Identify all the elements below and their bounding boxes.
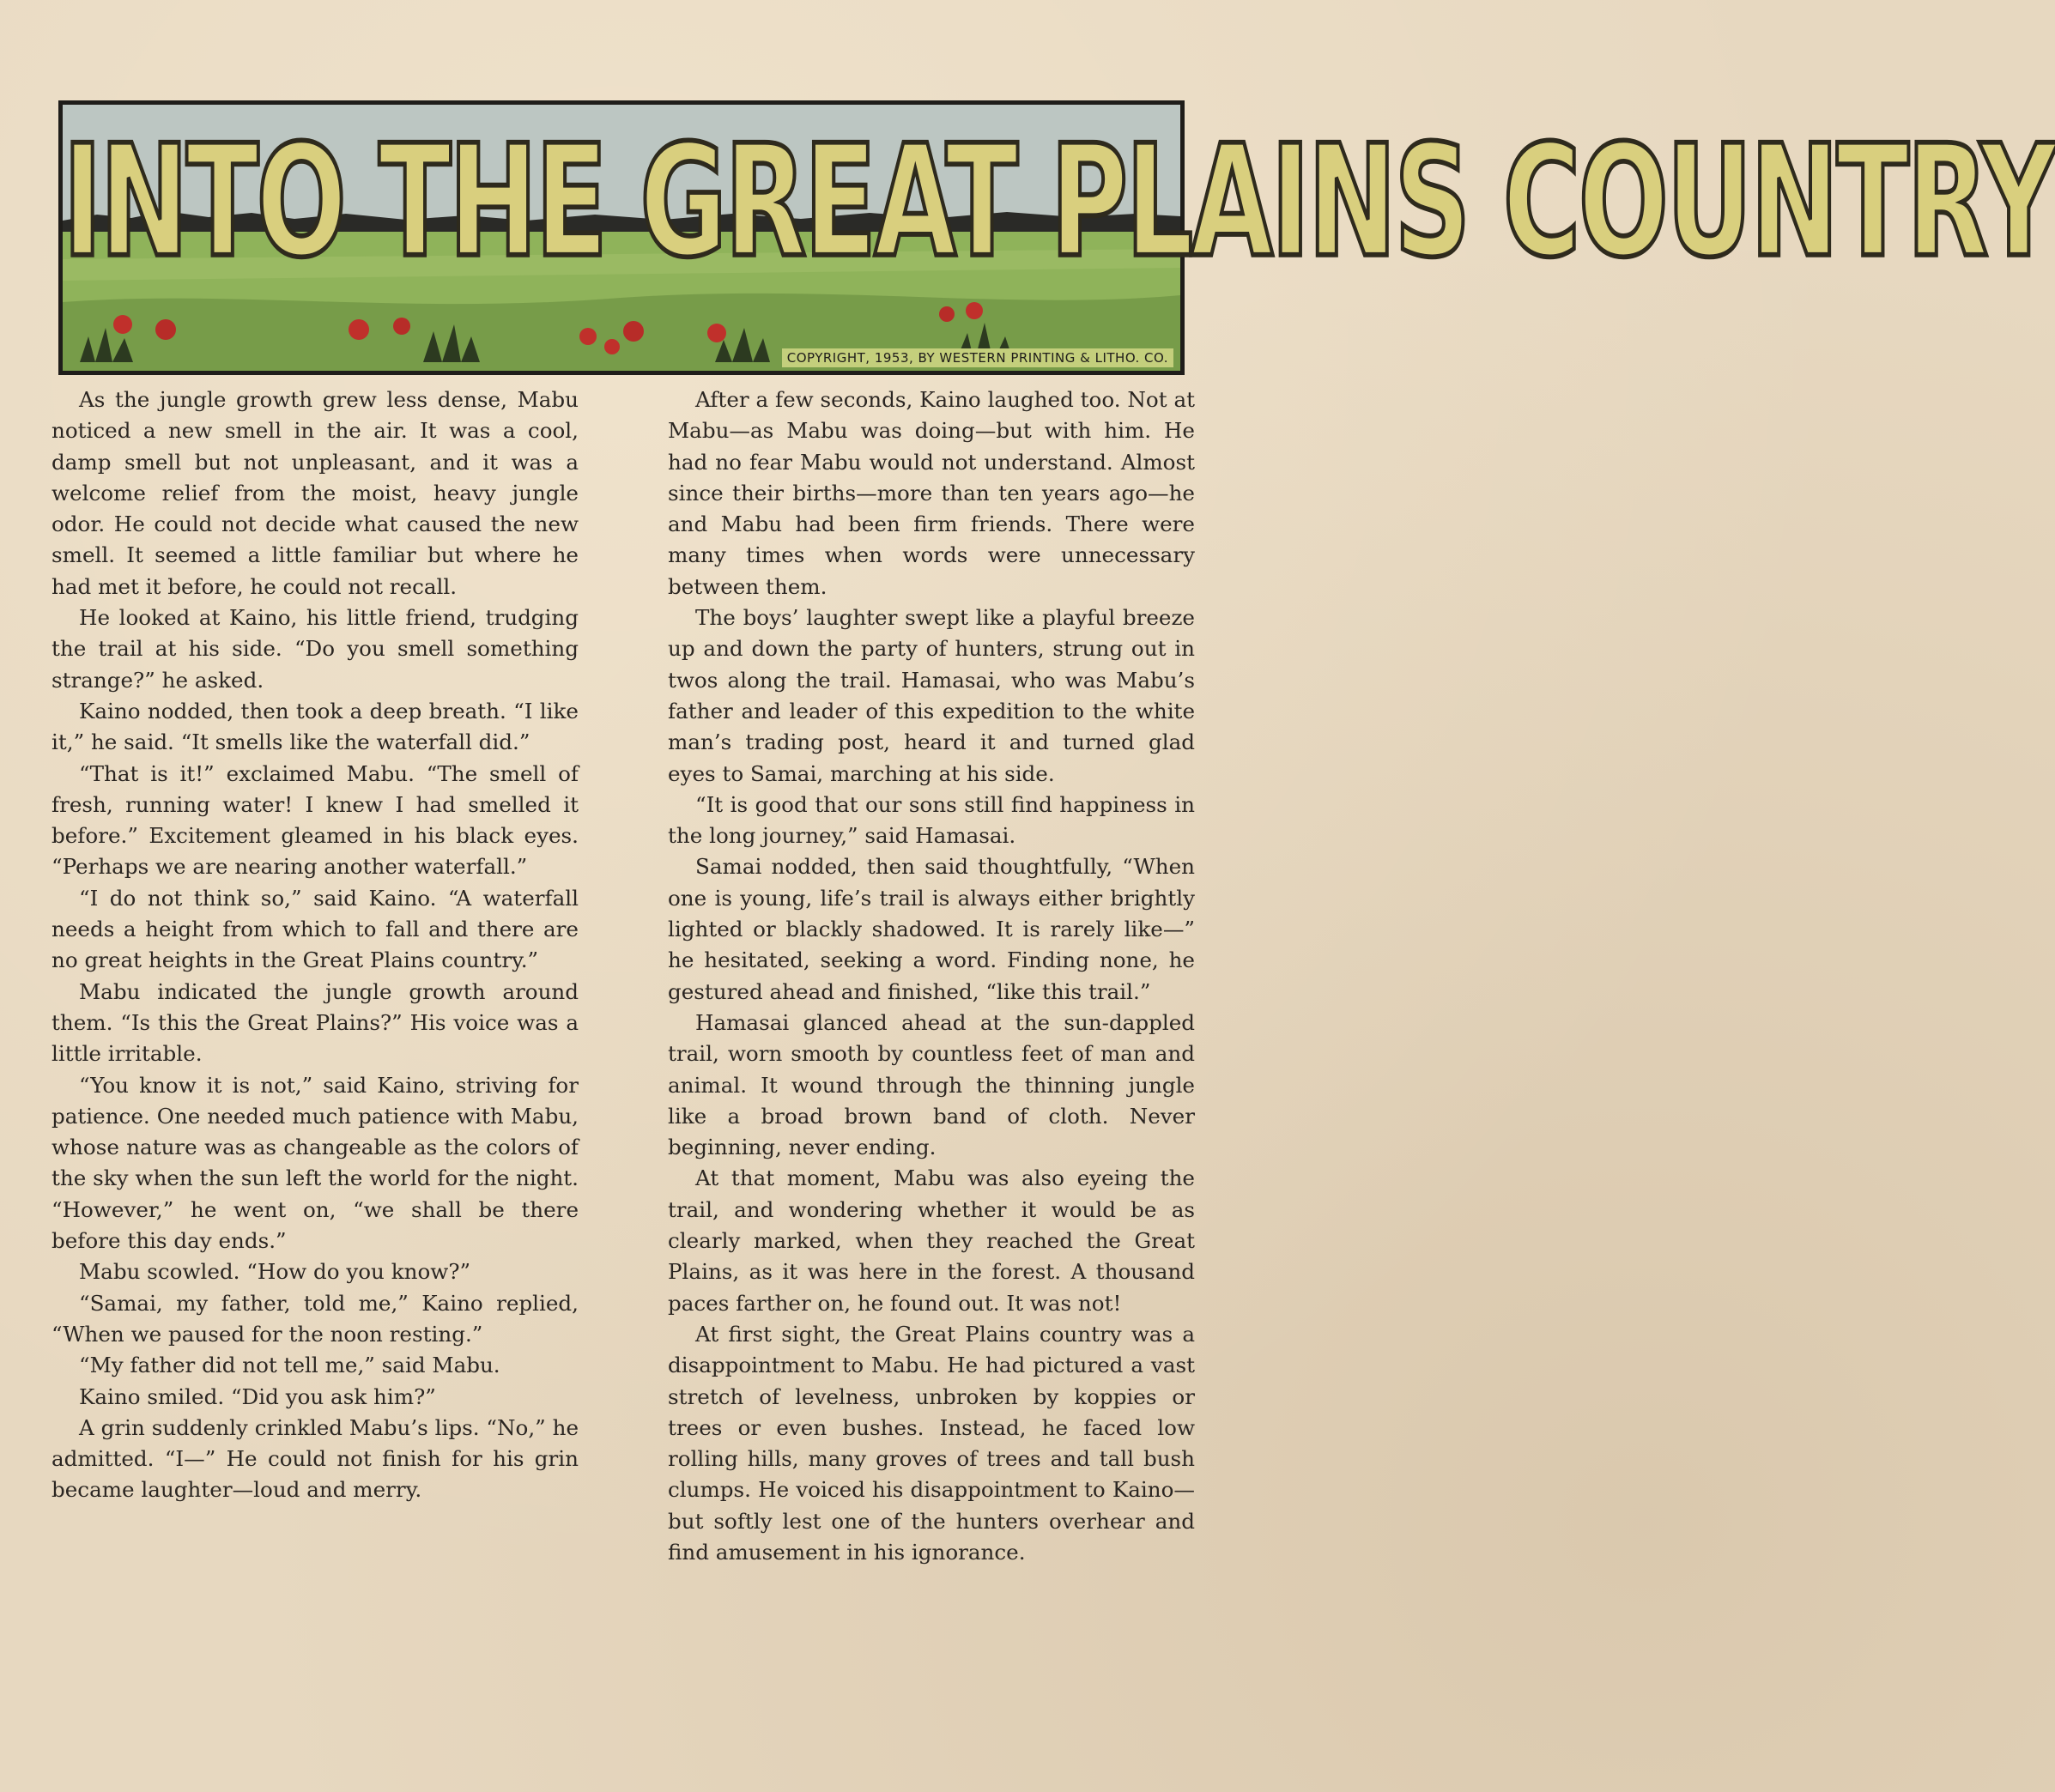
- paragraph: A grin suddenly crinkled Mabu’s lips. “No,” he admitted. “I—” He could not finish for his grin became laughter—loud and merry.: [52, 1414, 579, 1503]
- paragraph: Kaino nodded, then took a deep breath. “I like it,” he said. “It smells like the waterfall did.”: [52, 698, 579, 755]
- paragraph: At that moment, Mabu was also eyeing the trail, and wondering whether it would be as clearly marked, when they reached the Great Plains, as it was here in the forest. A thousand paces farther on, he found out. It was not!: [668, 1165, 1195, 1316]
- paragraph: Kaino smiled. “Did you ask him?”: [79, 1383, 436, 1409]
- copyright-notice: COPYRIGHT, 1953, BY WESTERN PRINTING & LITHO. CO.: [782, 348, 1173, 367]
- paragraph: As the jungle growth grew less dense, Mabu noticed a new smell in the air. It was a cool, damp smell but not unpleasant, and it was a welcome relief from the moist, heavy jungle odor. He could not decide what caused the new smell. It seemed a little familiar but where he had met it before, he could not recall.: [52, 387, 579, 599]
- paragraph: Mabu indicated the jungle growth around them. “Is this the Great Plains?” His voice was a little irritable.: [52, 978, 579, 1067]
- right-text-column: [668, 384, 1195, 1568]
- paragraph: “That is it!” exclaimed Mabu. “The smell of fresh, running water! I knew I had smelled it before.” Excitement gleamed in his black eyes. “Perhaps we are nearing another waterfall.”: [52, 760, 579, 880]
- paragraph: “Samai, my father, told me,” Kaino replied, “When we paused for the noon resting.”: [52, 1290, 579, 1347]
- paragraph: Samai nodded, then said thoughtfully, “When one is young, life’s trail is always either brightly lighted or blackly shadowed. It is rarely like—” he hesitated, seeking a word. Finding none, he gestured ahead and finished, “like this trail.”: [668, 854, 1195, 1004]
- paragraph: Hamasai glanced ahead at the sun-dappled trail, worn smooth by countless feet of man and animal. It wound through the thinning jungle like a broad brown band of cloth. Never beginning, never ending.: [668, 1009, 1195, 1160]
- story-title: INTO THE GREAT PLAINS COUNTRY: [63, 112, 2055, 293]
- paragraph: “It is good that our sons still find happiness in the long journey,” said Hamasai.: [668, 791, 1195, 849]
- paragraph: “You know it is not,” said Kaino, striving for patience. One needed much patience with Mabu, whose nature was as changeable as the colors of the sky when the sun left the world for the night. “However,” he went on, “we shall be there before this day ends.”: [52, 1072, 579, 1254]
- paragraph: “My father did not tell me,” said Mabu.: [79, 1353, 500, 1378]
- paragraph: The boys’ laughter swept like a playful breeze up and down the party of hunters, strung out in twos along the trail. Hamasai, who was Mabu’s father and leader of this expedition to the white man’s trading post, heard it and turned glad eyes to Samai, marching at his side.: [668, 605, 1195, 786]
- title-banner: [58, 100, 2055, 375]
- paragraph: After a few seconds, Kaino laughed too. Not at Mabu—as Mabu was doing—but with him. He had no fear Mabu would not understand. Almost since their births—more than ten years ago—he and Mabu had been firm friends. There were many times when words were unnecessary between them.: [668, 387, 1195, 599]
- paragraph: Mabu scowled. “How do you know?”: [79, 1259, 471, 1285]
- paragraph: He looked at Kaino, his little friend, trudging the trail at his side. “Do you smell something strange?” he asked.: [52, 605, 579, 693]
- left-text-column: [52, 384, 579, 1506]
- paragraph: “I do not think so,” said Kaino. “A waterfall needs a height from which to fall and there are no great heights in the Great Plains country.”: [52, 885, 579, 973]
- paragraph: At first sight, the Great Plains country was a disappointment to Mabu. He had pictured a vast stretch of levelness, unbroken by koppies or trees or even bushes. Instead, he faced low rolling hills, many groves of trees and tall bush clumps. He voiced his disappointment to Kaino—but softly lest one of the hunters overhear and find amusement in his ignorance.: [668, 1321, 1195, 1565]
